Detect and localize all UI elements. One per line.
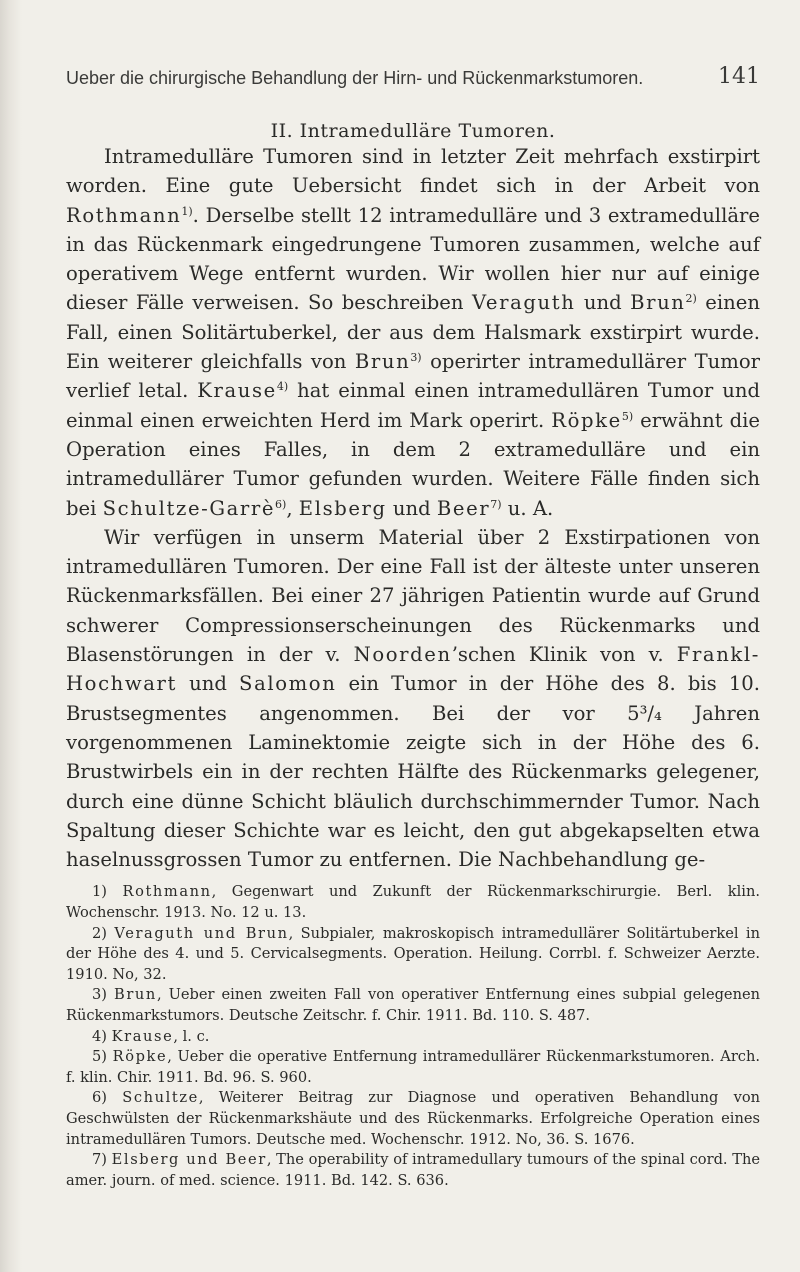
text-run: , [286, 496, 299, 520]
footnote-author: Schultze [122, 1089, 199, 1107]
footnote [66, 882, 760, 923]
footnote-ref: 6) [275, 497, 287, 511]
footnote-author: Veraguth und Brun [114, 924, 289, 942]
footnote-ref: 3) [410, 351, 422, 365]
author-name: Röpke [551, 408, 622, 432]
author-name: Brun [630, 291, 686, 315]
text-run: Intramedulläre Tumoren sind in letzter Zeit mehrfach exstirpirt worden. Eine gute Uebersicht findet sich in der Arbeit von [66, 145, 760, 198]
author-name: Noorden [353, 643, 452, 667]
text-run: hat einmal einen intramedullären Tumor und einmal einen erweichten Herd im Mark operirt. [66, 379, 761, 432]
author-name: Brun [354, 350, 411, 374]
footnote-number: 1) [92, 883, 107, 901]
footnote [66, 1088, 760, 1150]
page-number: 141 [718, 64, 760, 89]
author-name: Elsberg [298, 496, 387, 520]
author-name: Rothmann [66, 203, 182, 227]
text-run: und [575, 291, 631, 315]
running-head [66, 60, 760, 92]
text-run: operirter intramedullärer Tumor verlief letal. [66, 350, 760, 403]
footnote-ref: 4) [276, 380, 289, 394]
footnote-text: , Subpialer, makroskopisch intramedullärer Solitärtuberkel in der Höhe des 4. und 5. Cervicalsegments. Operation. Heilung. Corrbl. f. Schweizer Aerzte. 1910. No, 32. [66, 924, 760, 983]
text-run: . Derselbe stellt 12 intramedulläre und 3 extramedulläre in das Rückenmark eingedrungene Tumoren zusammen, welche auf operativem Wege entfernt wurden. Wir wollen hier nur auf einige dieser Fälle verweisen. So beschreiben [66, 203, 760, 315]
author-name: Salomon [239, 672, 337, 696]
author-name: Schultze-Garrè [102, 496, 276, 520]
paragraph-2 [66, 523, 760, 875]
footnote-author: Brun [114, 986, 157, 1004]
footnote [66, 985, 760, 1026]
text-run: und [176, 672, 240, 696]
text-run: u. A. [501, 496, 554, 520]
running-head-title: Ueber die chirurgische Behandlung der Hirn- und Rückenmarkstumoren. [66, 68, 644, 88]
footnote-number: 4) [92, 1027, 107, 1045]
footnote-text: , Gegenwart und Zukunft der Rückenmarkschirurgie. Berl. klin. Wochenschr. 1913. No. 12 u. 13. [66, 883, 760, 922]
footnote-text: , Ueber die operative Entfernung intramedullärer Rückenmarkstumoren. Arch. f. klin. Chir. 1911. Bd. 96. S. 960. [66, 1048, 761, 1086]
footnote-ref: 7) [490, 497, 502, 511]
text-run: einen Fall, einen Solitärtuberkel, der aus dem Halsmark exstirpirt wurde. Ein weiterer gleichfalls von [66, 291, 760, 374]
footnote [66, 1047, 760, 1088]
footnote-ref: 5) [621, 409, 634, 423]
footnote [66, 924, 760, 986]
author-name: Krause [197, 379, 277, 403]
footnote-number: 7) [92, 1151, 107, 1169]
footnote-number: 5) [92, 1048, 107, 1066]
footnote-author: Elsberg und Beer [111, 1151, 267, 1169]
text-run: Wir verfügen in unserm Material über 2 Exstirpationen von intramedullären Tumoren. Der eine Fall ist der älteste unter unseren Rückenmarksfällen. Bei einer 27 jährigen Patientin wurde auf Grund schwerer Compressionserscheinungen des Rückenmarks und Blasenstörungen in der v. [66, 525, 760, 667]
footnote-ref: 2) [685, 292, 697, 306]
footnote-ref: 1) [181, 204, 193, 218]
footnote-text: , Ueber einen zweiten Fall von operativer Entfernung eines subpial gelegenen Rückenmarkstumors. Deutsche Zeitschr. f. Chir. 1911. Bd. 110. S. 487. [66, 986, 761, 1024]
author-name: Frankl-Hochwart [66, 643, 760, 696]
footnote-text: , The operability of intramedullary tumours of the spinal cord. The amer. journ. of med. science. 1911. Bd. 142. S. 636. [66, 1151, 760, 1189]
footnote-text: , l. c. [173, 1027, 210, 1045]
text-run: ein Tumor in der Höhe des 8. bis 10. Brustsegmentes angenommen. Bei der vor 5³/₄ Jahren vorgenommenen Laminektomie zeigte sich in der Höhe des 6. Brustwirbels ein in der rechten Hälfte des Rückenmarks gelegener, durch eine dünne Schicht bläulich durchschimmernder Tumor. Nach Spaltung dieser Schichte war es leicht, den gut abgekapselten etwa haselnussgrossen Tumor zu entfernen. Die Nachbehandlung ge- [66, 672, 760, 872]
footnote-number: 2) [92, 924, 107, 942]
author-name: Beer [436, 496, 491, 520]
paragraph-1 [66, 142, 760, 523]
section-heading: II. Intramedulläre Tumoren. [270, 120, 556, 142]
book-binding-shadow [0, 0, 22, 1272]
author-name: Veraguth [471, 291, 576, 315]
text-run: erwähnt die Operation eines Falles, in dem 2 extramedulläre und ein intramedullärer Tumor gefunden wurden. Weitere Fälle finden sich bei [66, 408, 761, 520]
footnote-author: Krause [111, 1027, 174, 1045]
footnote-text: , Weiterer Beitrag zur Diagnose und operativen Behandlung von Geschwülsten der Rückenmarkshäute und des Rückenmarks. Erfolgreiche Operation eines intramedullären Tumors. Deutsche med. Wochenschr. 1912. No, 36. S. 1676. [66, 1089, 761, 1148]
footnotes [66, 882, 760, 1191]
footnote [66, 1150, 760, 1191]
text-run: ’schen Klinik von v. [451, 643, 677, 667]
footnote-author: Röpke [112, 1048, 168, 1066]
footnote-number: 3) [92, 986, 107, 1004]
text-run: und [386, 496, 437, 520]
footnote [66, 1027, 760, 1048]
book-page [66, 60, 760, 1191]
footnote-author: Rothmann [122, 883, 212, 901]
footnote-number: 6) [92, 1089, 107, 1107]
